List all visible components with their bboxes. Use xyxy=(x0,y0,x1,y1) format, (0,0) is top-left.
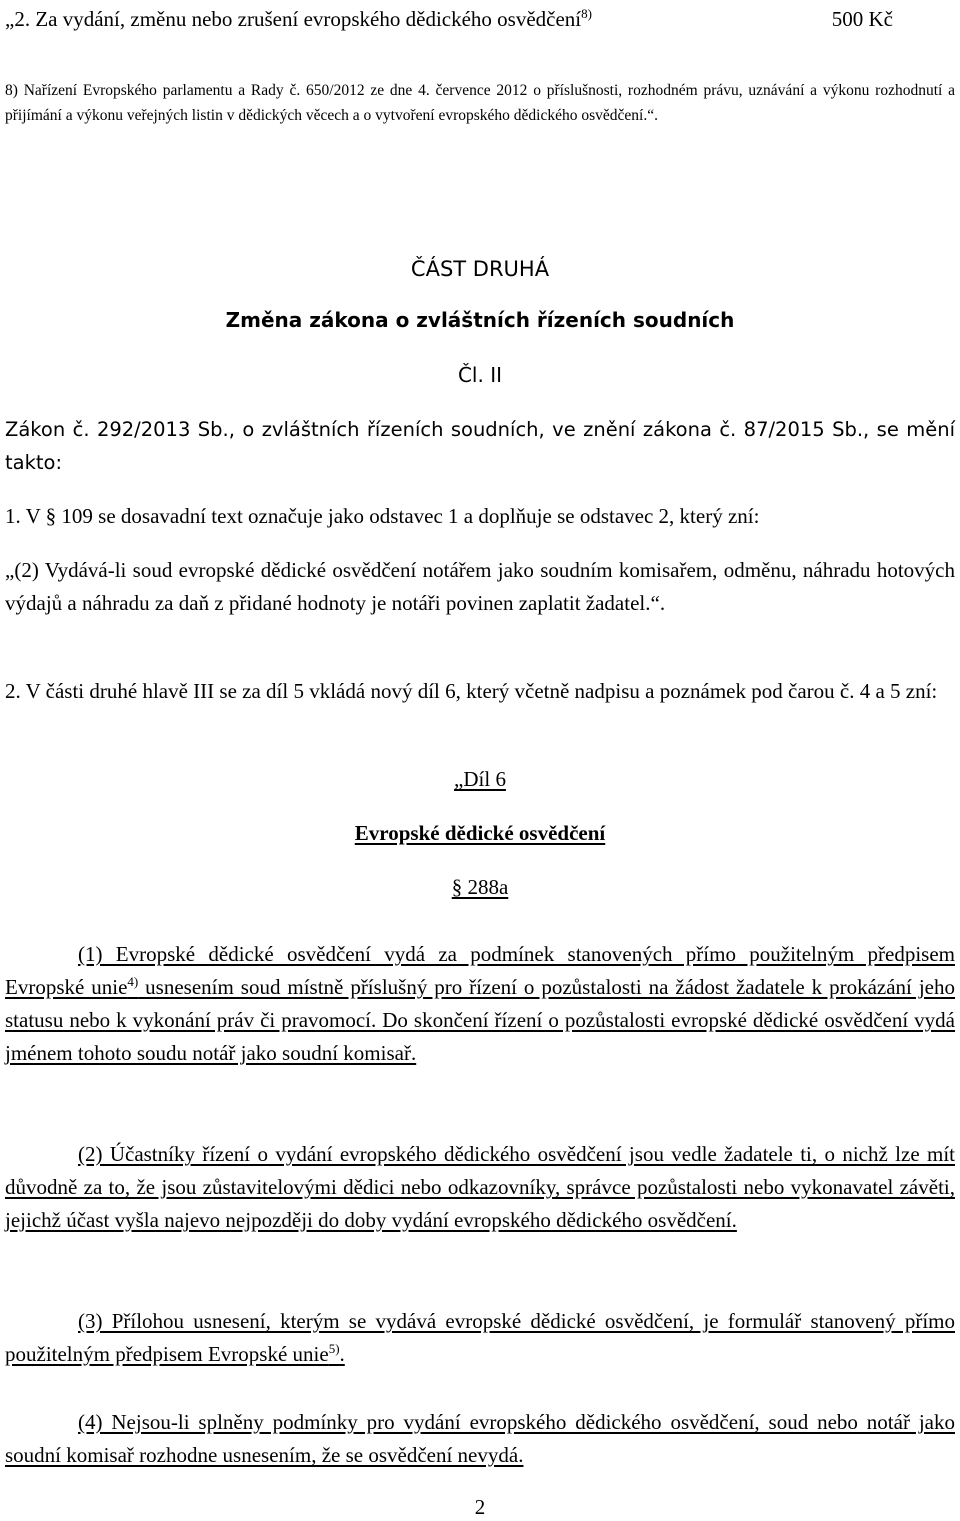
section-paragraph-4: (4) Nejsou-li splněny podmínky pro vydání evropského dědického osvědčení, soud nebo notář jako soudní komisař rozhodne usnesením, že se osvědčení nevydá. xyxy=(5,1410,955,1467)
new-part-title: Evropské dědické osvědčení xyxy=(354,821,606,845)
section-paragraph-1: (1) Evropské dědické osvědčení vydá za podmínek stanovených přímo použitelným předpisem Evropské unie$^{4)}$ usnesením soud místně příslušný pro řízení o pozůstalosti na žádost žadatele k prokázání jeho statusu nebo k vykonání práv či pravomocí. Do skončení řízení o pozůstalosti evropské dědické osvědčení vydá jménem tohoto soudu notář jako soudní komisař. xyxy=(5,942,955,1065)
fee-item-text: „2. Za vydání, změnu nebo zrušení evropského dědického osvědčení xyxy=(5,7,582,31)
amendment-point-1-quote: „(2) Vydává-li soud evropské dědické osvědčení notářem jako soudním komisařem, odměnu, náhradu hotových výdajů a náhradu za daň z přidané hodnoty je notáři povinen zaplatit žadatel.“. xyxy=(5,558,955,615)
section-paragraph-3: (3) Přílohou usnesení, kterým se vydává evropské dědické osvědčení, je formulář stanovený přímo použitelným předpisem Evropské unie$^{5)}$. xyxy=(5,1309,955,1366)
page-number: 2 xyxy=(474,1495,486,1519)
section-paragraph-2: (2) Účastníky řízení o vydání evropského dědického osvědčení jsou vedle žadatele ti, o nichž lze mít důvodně za to, že jsou zůstavitelovými dědici nebo odkazovníky, správce pozůstalosti nebo vykonavatel závěti, jejichž účast vyšla najevo nejpozději do doby vydání evropského dědického osvědčení. xyxy=(5,1142,955,1232)
part-title: ČÁST DRUHÁ xyxy=(410,257,550,281)
footnote-ref-8: 8) xyxy=(581,6,592,21)
part-subtitle: Změna zákona o zvláštních řízeních soudních xyxy=(225,308,735,332)
footnote-ref-5: 5) xyxy=(328,1341,340,1356)
amendment-point-2: 2. V části druhé hlavě III se za díl 5 vkládá nový díl 6, který včetně nadpisu a poznámek pod čarou č. 4 a 5 zní: xyxy=(5,679,938,703)
section-number: § 288a xyxy=(451,875,509,899)
amendment-point-1: 1. V § 109 se dosavadní text označuje jako odstavec 1 a doplňuje se odstavec 2, který zní: xyxy=(5,504,760,528)
law-intro-paragraph: Zákon č. 292/2013 Sb., o zvláštních řízeních soudních, ve znění zákona č. 87/2015 Sb., se mění takto: xyxy=(5,418,955,474)
fee-price: 500 Kč xyxy=(831,7,893,31)
new-part-heading: „Díl 6 xyxy=(454,767,506,791)
article-number: Čl. II xyxy=(457,363,503,387)
footnote-ref-4: 4) xyxy=(127,974,139,989)
footnote-8: 8) Nařízení Evropského parlamentu a Rady č. 650/2012 ze dne 4. července 2012 o příslušnosti, rozhodném právu, uznávání a výkonu rozhodnutí a přijímání a výkonu veřejných listin v dědických věcech a o vytvoření evropského dědického osvědčení.“. xyxy=(5,82,955,124)
fee-item-header xyxy=(5,5,955,33)
